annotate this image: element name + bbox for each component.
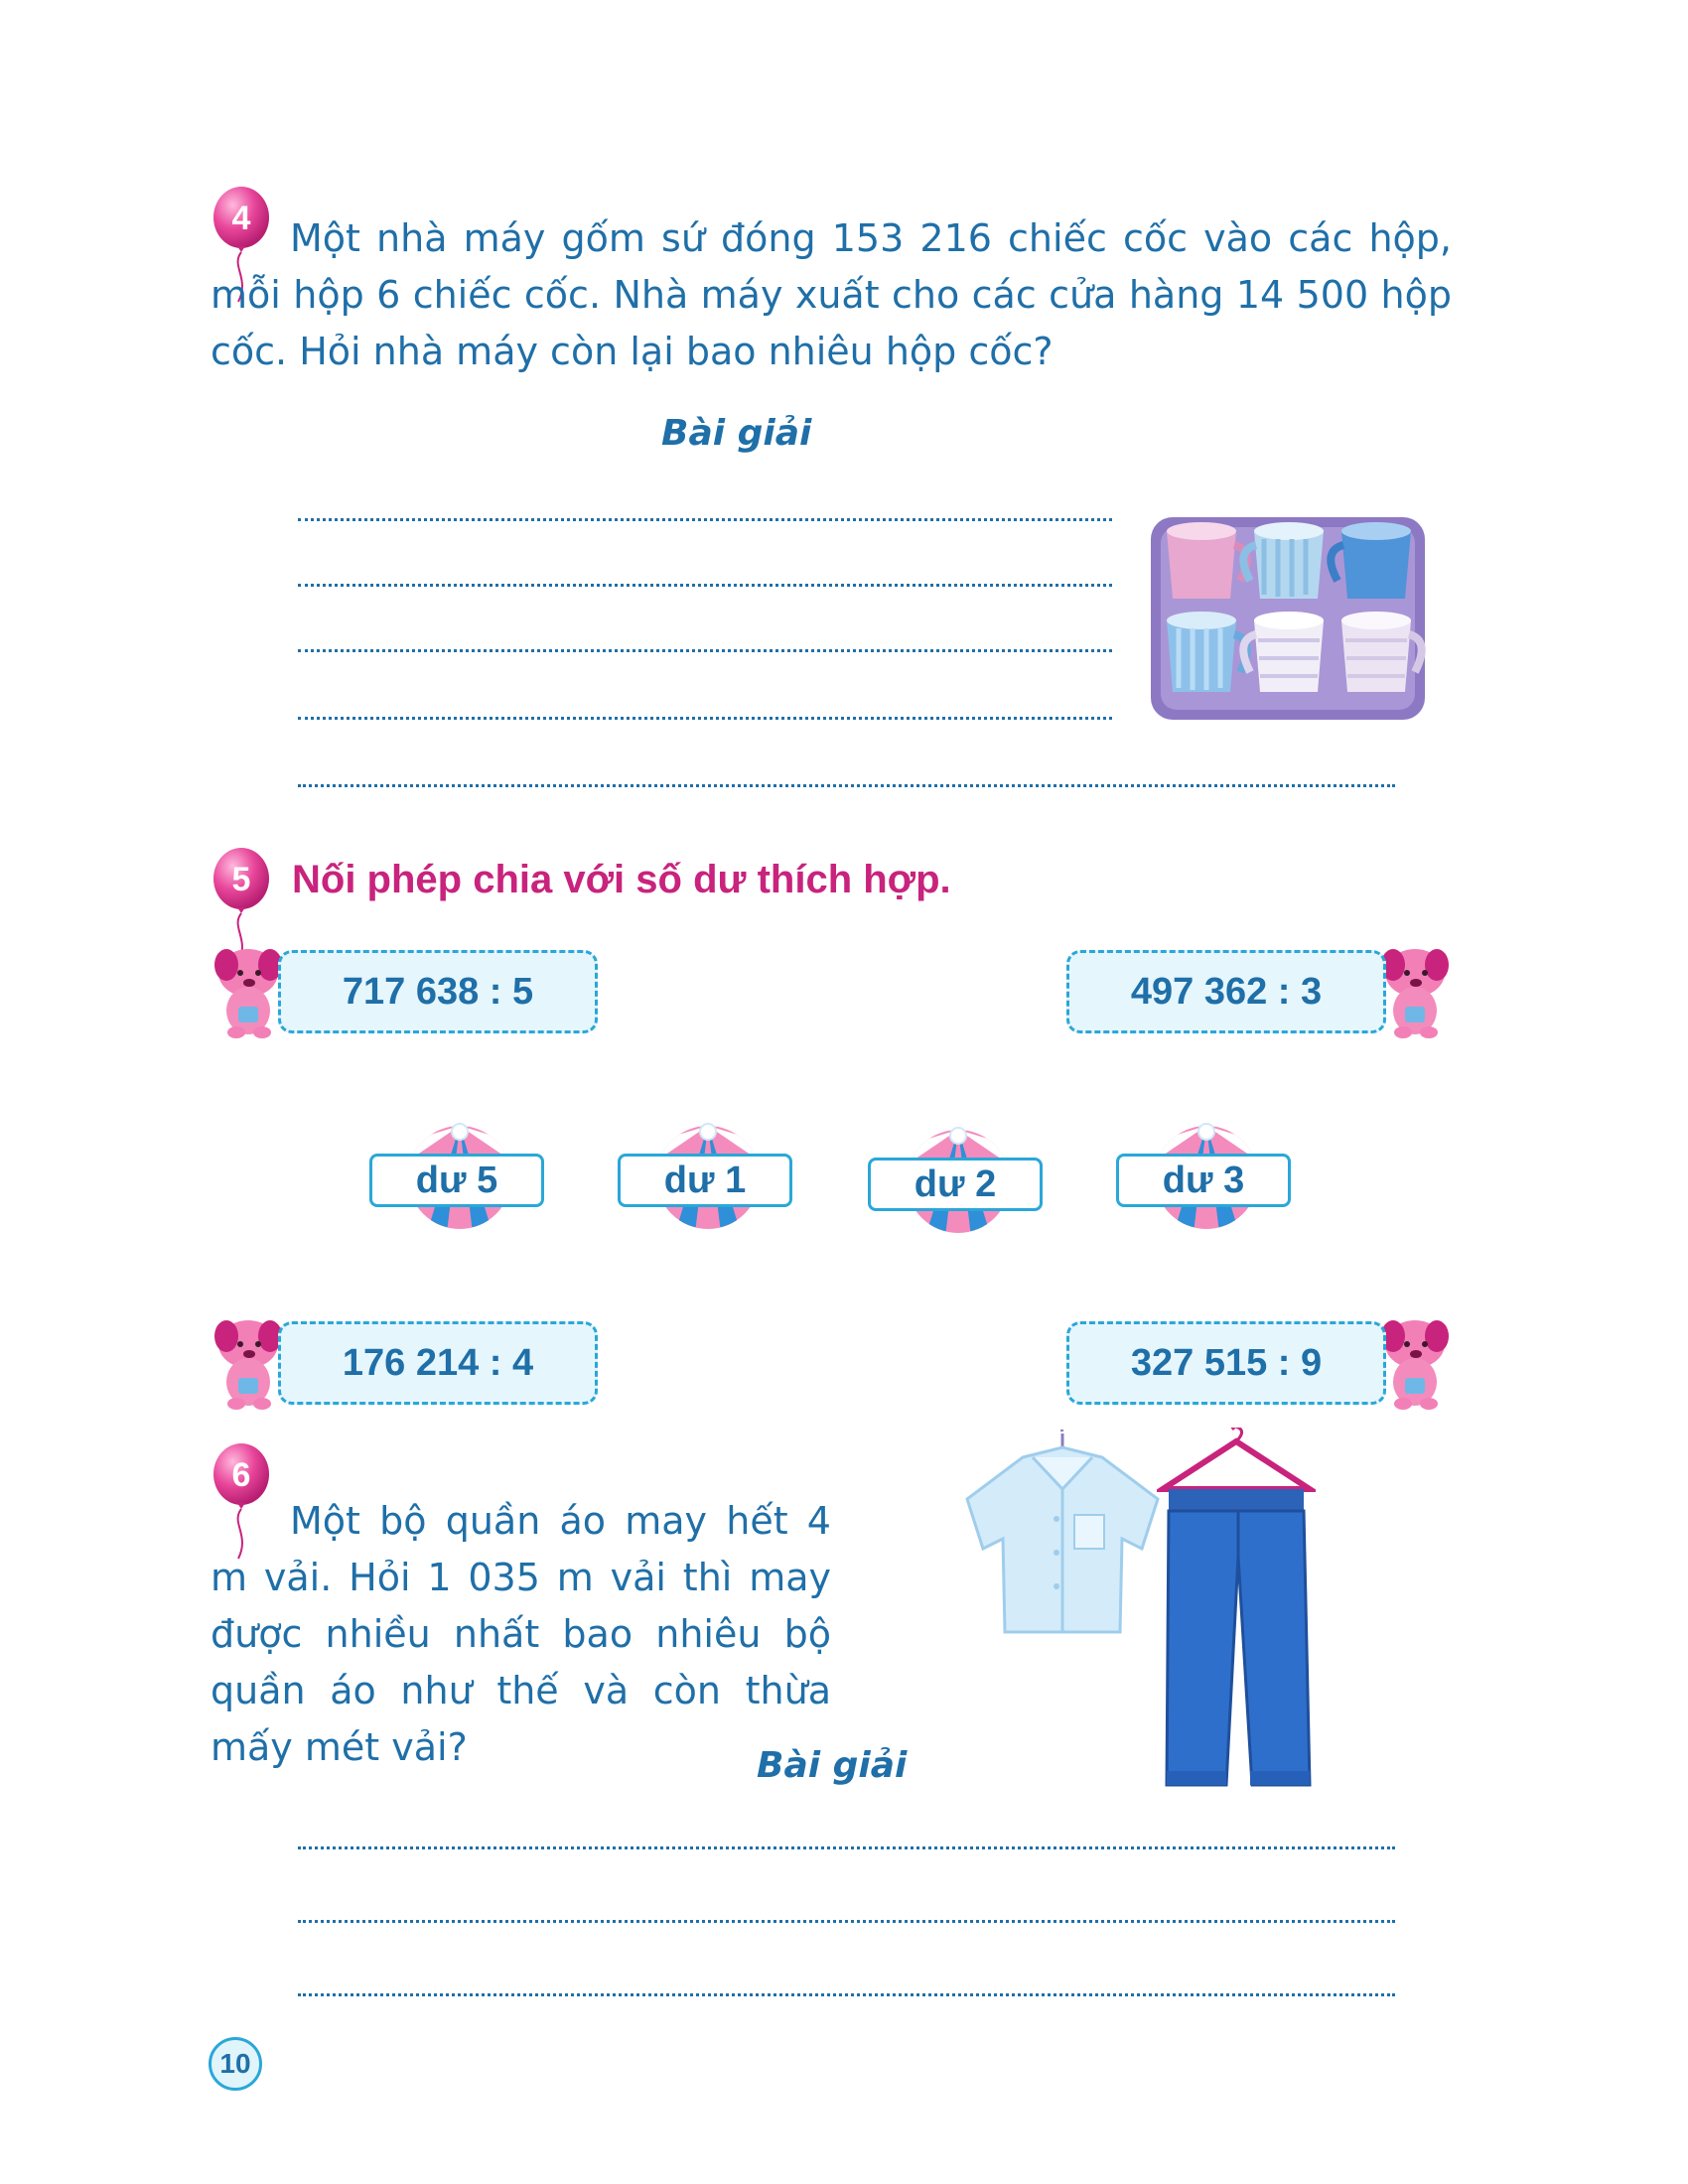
pink-dog-icon <box>209 1316 288 1412</box>
question-5-title: Nối phép chia với số dư thích hợp. <box>292 858 951 901</box>
remainder-label: dư 2 <box>868 1158 1043 1211</box>
solution-heading: Bài giải <box>757 1745 908 1786</box>
remainder-option[interactable] <box>369 1122 548 1241</box>
question-number: 5 <box>231 861 251 898</box>
remainder-label: dư 1 <box>618 1154 792 1207</box>
question-6-text: Một bộ quần áo may hết 4 m vải. Hỏi 1 035 m vải thì may được nhiều nhất bao nhiêu bộ quần áo như thế và còn thừa mấy mét vải? <box>211 1499 831 1769</box>
cups-tray-illustration <box>1147 511 1430 725</box>
answer-line[interactable] <box>298 1846 1395 1849</box>
division-box[interactable]: 497 362 : 3 <box>1066 950 1386 1033</box>
answer-line[interactable] <box>298 1920 1395 1923</box>
question-number: 4 <box>231 200 251 237</box>
division-box[interactable]: 176 214 : 4 <box>278 1321 598 1405</box>
shirt-illustration <box>963 1430 1162 1638</box>
answer-line[interactable] <box>298 649 1112 652</box>
answer-line[interactable] <box>298 784 1395 787</box>
division-box[interactable]: 327 515 : 9 <box>1066 1321 1386 1405</box>
page-number: 10 <box>209 2037 262 2091</box>
answer-line[interactable] <box>298 584 1112 587</box>
remainder-option[interactable] <box>1116 1122 1295 1241</box>
remainder-option[interactable] <box>618 1122 796 1241</box>
solution-heading: Bài giải <box>661 413 812 454</box>
remainder-label: dư 3 <box>1116 1154 1291 1207</box>
pink-dog-icon <box>209 945 288 1040</box>
question-4-text: Một nhà máy gốm sứ đóng 153 216 chiếc cốc vào các hộp, mỗi hộp 6 chiếc cốc. Nhà máy xuất cho các cửa hàng 14 500 hộp cốc. Hỏi nhà máy còn lại bao nhiêu hộp cốc? <box>211 216 1452 373</box>
pink-dog-icon <box>1375 945 1455 1040</box>
division-box[interactable]: 717 638 : 5 <box>278 950 598 1033</box>
trousers-illustration <box>1157 1428 1316 1797</box>
answer-line[interactable] <box>298 518 1112 521</box>
pink-dog-icon <box>1375 1316 1455 1412</box>
remainder-option[interactable] <box>868 1126 1047 1245</box>
question-number: 6 <box>231 1456 251 1494</box>
answer-line[interactable] <box>298 1993 1395 1996</box>
answer-line[interactable] <box>298 717 1112 720</box>
remainder-label: dư 5 <box>369 1154 544 1207</box>
